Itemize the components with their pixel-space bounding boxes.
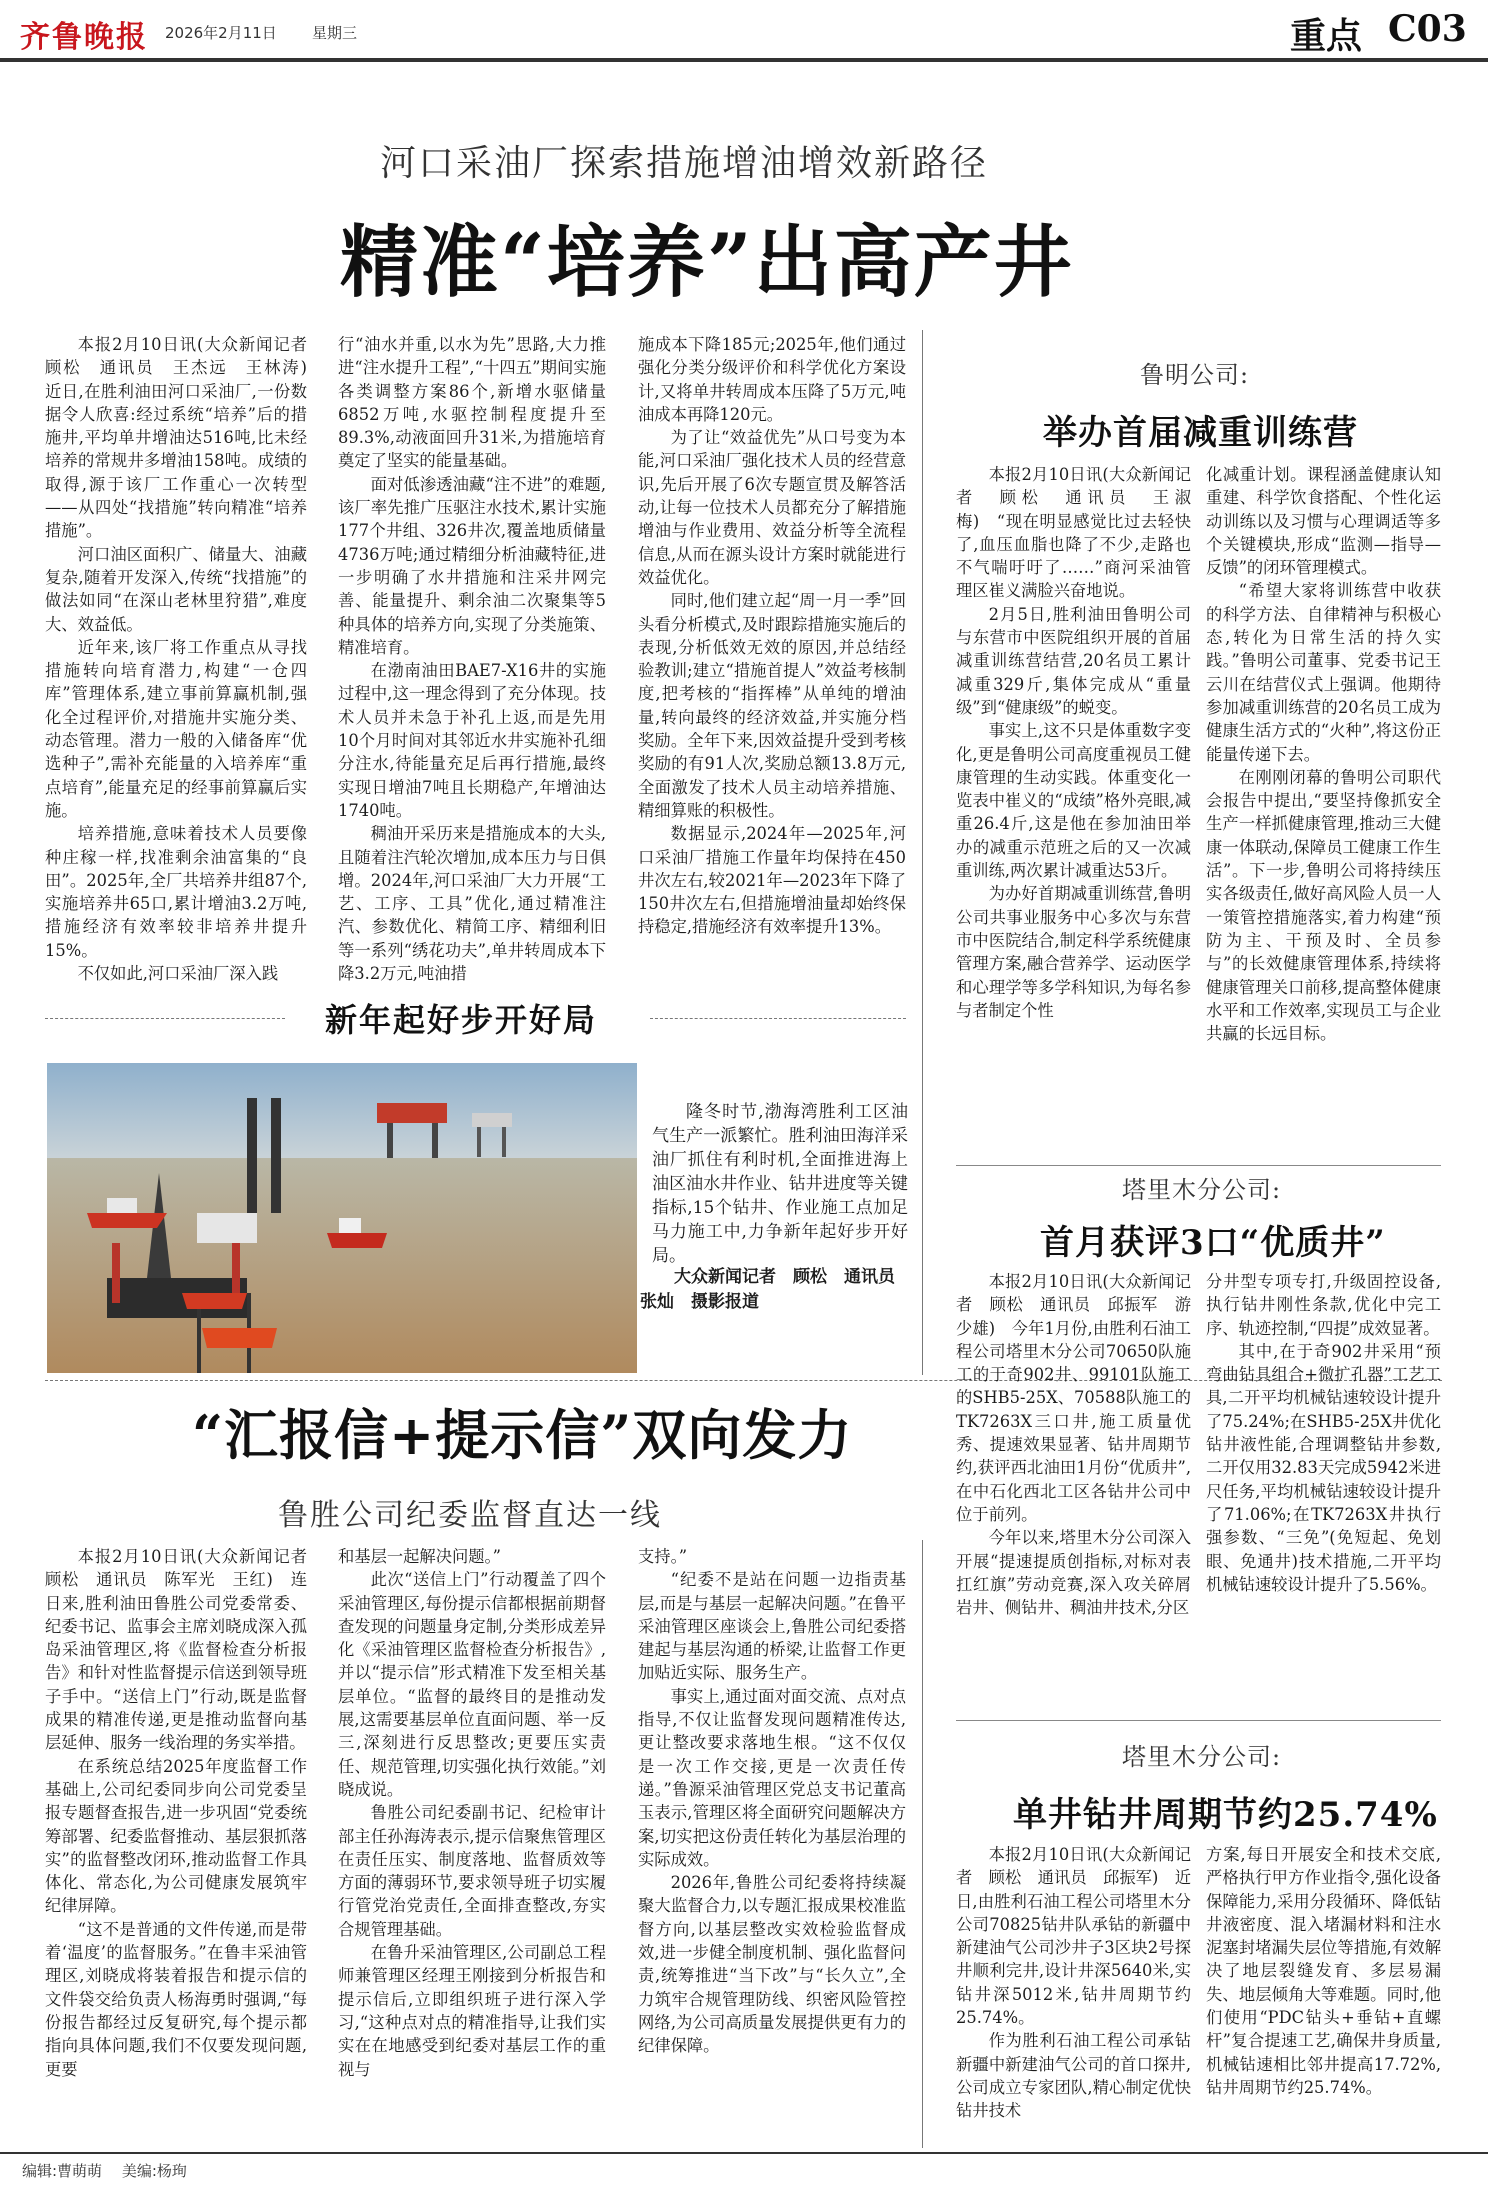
paragraph: 本报2月10日讯(大众新闻记者 顾松 通讯员 王淑梅) “现在明显感觉比过去轻快了,血压血脂也降了不少,走路也不气喘吁吁了……”商河采油管理区崔义满脸兴奋地说。: [956, 465, 1191, 601]
page-number: C03: [1388, 8, 1467, 50]
paragraph: 事实上,这不只是体重数字变化,更是鲁明公司高度重视员工健康管理的生动实践。体重变化一览表中崔义的“成绩”格外亮眼,减重26.4斤,这是他在参加油田举办的减重示范班之后的又一次减重训练,两次累计减重达53斤。: [956, 721, 1191, 881]
paragraph: 在刚刚闭幕的鲁明公司职代会报告中提出,“要坚持像抓安全生产一样抓健康管理,推动三大健康一体联动,保障员工健康工作生活”。下一步,鲁明公司将持续压实各级责任,做好高风险人员一人一策管控措施落实,着力构建“预防为主、干预及时、全员参与”的长效健康管理体系,持续将健康管理关口前移,提高整体健康水平和工作效率,实现员工与企业共赢的长远目标。: [1206, 767, 1441, 1044]
paragraph: 河口油区面积广、储量大、油藏复杂,随着开发深入,传统“找措施”的做法如同“在深山老林里狩猎”,难度大、效益低。: [45, 544, 307, 634]
paragraph: 本报2月10日讯(大众新闻记者 顾松 通讯员 邱振军) 近日,由胜利石油工程公司塔里木分公司70825钻井队承钻的新疆中新建油气公司沙井子3区块2号探井顺利完井,设计井深5640米,实钻井深5012米,钻井周期节约25.74%。: [956, 1845, 1191, 2028]
paragraph: 近年来,该厂将工作重点从寻找措施转向培育潜力,构建“一仓四库”管理体系,建立事前算赢机制,强化全过程评价,对措施井实施分类、动态管理。潜力一般的入储备库“优选种子”,需补充能量的入培养库“重点培育”,能量充足的经事前算赢后实施。: [45, 637, 307, 820]
story3-column-1: [956, 1843, 1191, 2143]
column-rule: [922, 330, 923, 1375]
paragraph: “这不是普通的文件传递,而是带着‘温度’的监督服务。”在鲁丰采油管理区,刘晓成将装着报告和提示信的文件袋交给负责人杨海勇时强调,“每份报告都经过反复研究,每个提示都指向具体问题,我们不仅要发现问题,更要: [45, 1919, 307, 2079]
column-rule: [922, 1540, 923, 2148]
bottom-headline: “汇报信+提示信”双向发力: [192, 1403, 853, 1467]
paragraph: 同时,他们建立起“周一月一季”回头看分析模式,及时跟踪措施实施后的表现,分析低效无效的原因,并总结经验教训;建立“措施首提人”效益考核制度,把考核的“指挥棒”从单纯的增油量,转向最终的经济效益,并实施分档奖励。全年下来,因效益提升受到考核奖励的有91人次,奖励总额13.8万元,全面激发了技术人员主动培养措施、精细算账的积极性。: [638, 591, 906, 820]
paragraph: 本报2月10日讯(大众新闻记者 顾松 通讯员 陈军光 王红) 连日来,胜利油田鲁胜公司党委常委、纪委书记、监事会主席刘晓成深入孤岛采油管理区,将《监督检查分析报告》和针对性监督提示信送到领导班子手中。“送信上门”行动,既是监督成果的精准传递,更是推动监督向基层延伸、服务一线治理的务实举措。: [45, 1547, 324, 1753]
paragraph: 面对低渗透油藏“注不进”的难题,该厂率先推广压驱注水技术,累计实施177个井组、326井次,覆盖地质储量4736万吨;通过精细分析油藏特征,进一步明确了水井措施和注采井网完善、能量提升、剩余油二次聚集等5种具体的培养方向,实现了分类施策、精准培育。: [338, 474, 606, 657]
issue-date: 2026年2月11日: [165, 24, 277, 42]
editor-credit: 编辑:曹萌萌: [22, 2162, 103, 2180]
paragraph: 此次“送信上门”行动覆盖了四个采油管理区,每份提示信都根据前期督查发现的问题量身定制,分类形成差异化《采油管理区监督检查分析报告》,并以“提示信”形式精准下发至相关基层单位。“监督的最终目的是推动发展,这需要基层单位直面问题、举一反三,深刻进行反思整改;更要压实责任、规范管理,切实强化执行效能。”刘晓成说。: [338, 1570, 606, 1799]
paragraph: 和基层一起解决问题。”: [338, 1547, 501, 1566]
paragraph: 为办好首期减重训练营,鲁明公司共事业服务中心多次与东营市中医院结合,制定科学系统健康管理方案,融合营养学、运动医学和心理学等多学科知识,为每名参与者制定个性: [956, 884, 1191, 1020]
paragraph: 2月5日,胜利油田鲁明公司与东营市中医院组织开展的首届减重训练营结营,20名员工累计减重329斤,集体完成从“重量级”到“健康级”的蜕变。: [956, 604, 1191, 717]
issue-weekday: 星期三: [312, 24, 358, 42]
bottom-column-2: [338, 1545, 606, 2145]
lead-column-2: [338, 333, 606, 984]
section-name: 重点: [1290, 15, 1363, 57]
story2-title: 首月获评3口“优质井”: [1040, 1223, 1386, 1263]
paragraph: 在系统总结2025年度监督工作基础上,公司纪委同步向公司党委呈报专题督查报告,进一步巩固“党委统筹部署、纪委监督推动、基层狠抓落实”的监督整改闭环,推动监督工作具体化、常态化,为公司健康发展筑牢纪律屏障。: [45, 1756, 307, 1916]
paragraph: 支持。”: [638, 1547, 688, 1566]
footer-rule: [0, 2152, 1488, 2154]
photo-caption: [652, 1100, 908, 1268]
paragraph: 2026年,鲁胜公司纪委将持续凝聚大监督合力,以专题汇报成果校准监督方向,以基层整改实效检验监督成效,进一步健全制度机制、强化监督问责,统筹推进“当下改”与“长久立”,全力筑牢合规管理防线、织密风险管控网络,为公司高质量发展提供更有力的纪律保障。: [638, 1873, 906, 2056]
bottom-column-3: [638, 1545, 906, 2145]
paragraph: 其中,在于奇902井采用“预弯曲钻具组合+微扩孔器”工艺工具,二开平均机械钻速较设计提升了75.24%;在SHB5-25X井优化钻井液性能,合理调整钻井参数,二开仅用32.83天完成5942米进尺任务,平均机械钻速较设计提升了71.06%;在TK7263X井执行强参数、“三免”(免短起、免划眼、免通井)技术措施,二开平均机械钻速较设计提升了5.56%。: [1206, 1341, 1441, 1594]
paragraph: 作为胜利石油工程公司承钻新疆中新建油气公司的首口探井,公司成立专家团队,精心制定优快钻井技术: [956, 2031, 1191, 2121]
divider: [956, 1165, 1441, 1166]
story1-kicker: 鲁明公司:: [1140, 361, 1250, 389]
lead-column-1: [45, 333, 324, 984]
story3-kicker: 塔里木分公司:: [1122, 1743, 1282, 1771]
paragraph: 数据显示,2024年—2025年,河口采油厂措施工作量年均保持在450井次左右,较2021年—2023年下降了150井次左右,但措施增油量却始终保持稳定,措施经济有效率提升13%。: [638, 824, 906, 937]
paragraph: 方案,每日开展安全和技术交底,严格执行甲方作业指令,强化设备保障能力,采用分段循环、降低钻井液密度、混入堵漏材料和注水泥塞封堵漏失层位等措施,有效解决了地层裂缝发育、多层易漏失、地层倾角大等难题。同时,他们使用“PDC钻头+垂钻+直螺杆”复合提速工艺,确保井身质量,机械钻速相比邻井提高17.72%,钻井周期节约25.74%。: [1206, 1845, 1441, 2097]
lead-headline: 精准“培养”出高产井: [340, 217, 1074, 308]
paragraph: 在渤南油田BAE7-X16井的实施过程中,这一理念得到了充分体现。技术人员并未急于补孔上返,而是先用10个月时间对其邻近水井实施补孔细分注水,待能量充足后再行措施,最终实现日增油7吨且长期稳产,年增油达1740吨。: [338, 661, 606, 820]
footer: [22, 2160, 187, 2181]
designer-credit: 美编:杨珣: [121, 2162, 187, 2180]
story3-title: 单井钻井周期节约25.74%: [1013, 1795, 1438, 1835]
paragraph: 施成本下降185元;2025年,他们通过强化分类分级评价和科学优化方案设计,又将单井转周成本压降了5万元,吨油成本再降120元。: [638, 335, 906, 424]
paragraph: 分井型专项专打,升级固控设备,执行钻井刚性条款,优化中完工序、轨迹控制,“四提”成效显著。: [1206, 1272, 1441, 1338]
bottom-kicker: 鲁胜公司纪委监督直达一线: [278, 1498, 662, 1533]
story1-title: 举办首届减重训练营: [1043, 413, 1358, 453]
paragraph: 今年以来,塔里木分公司深入开展“提速提质创指标,对标对表扛红旗”劳动竞赛,深入攻关碎屑岩井、侧钻井、稠油井技术,分区: [956, 1528, 1191, 1618]
photo-story-title: 新年起好步开好局: [325, 1001, 598, 1039]
paragraph: “希望大家将训练营中收获的科学方法、自律精神与积极心态,转化为日常生活的持久实践。”鲁明公司董事、党委书记王云川在结营仪式上强调。他期待参加减重训练营的20名员工成为健康生活方式的“火种”,将这份正能量传递下去。: [1206, 581, 1441, 764]
paragraph: 为了让“效益优先”从口号变为本能,河口采油厂强化技术人员的经营意识,先后开展了6次专题宣贯及解答活动,让每一位技术人员都充分了解措施增油与作业费用、效益分析等全流程信息,从而在源头设计方案时就能进行效益优化。: [638, 428, 906, 587]
paragraph: 鲁胜公司纪委副书记、纪检审计部主任孙海涛表示,提示信聚焦管理区在责任压实、制度落地、监督质效等方面的薄弱环节,要求领导班子切实履行管党治党责任,全面排查整改,夯实合规管理基础。: [338, 1803, 606, 1939]
paragraph: 不仅如此,河口采油厂深入践: [77, 964, 279, 984]
newspaper-logo: 齐鲁晚报: [20, 20, 148, 55]
title-rule-left: [45, 1018, 285, 1019]
paragraph: 行“油水并重,以水为先”思路,大力推进“注水提升工程”,“十四五”期间实施各类调整方案86个,新增水驱储量6852万吨,水驱控制程度提升至89.3%,动液面回升31米,为措施培育奠定了坚实的能量基础。: [338, 335, 606, 471]
paragraph: 本报2月10日讯(大众新闻记者 顾松 通讯员 邱振军 游少雄) 今年1月份,由胜利石油工程公司塔里木分公司70650队施工的于奇902井、99101队施工的SHB5-25X、70588队施工的TK7263X三口井,施工质量优秀、提速效果显著、钻井周期节约,获评西北油田1月份“优质井”,在中石化西北工区各钻井公司中位于前列。: [956, 1272, 1191, 1524]
caption-text: 隆冬时节,渤海湾胜利工区油气生产一派繁忙。胜利油田海洋采油厂抓住有利时机,全面推进海上油区油水井作业、钻井进度等关键指标,15个钻井、作业施工点加足马力施工中,力争新年起好步开好局。: [652, 1102, 908, 1266]
paragraph: 在鲁升采油管理区,公司副总工程师兼管理区经理王刚接到分析报告和提示信后,立即组织班子进行深入学习,“这种点对点的精准指导,让我们实实在在地感受到纪委对基层工作的重视与: [338, 1943, 606, 2079]
story1-column-1: [956, 463, 1191, 1168]
story2-column-1: [956, 1270, 1191, 1750]
story3-column-2: [1206, 1843, 1441, 2143]
divider: [956, 1720, 1441, 1721]
paragraph: 培养措施,意味着技术人员要像种庄稼一样,找准剩余油富集的“良田”。2025年,全厂共培养井组87个,实施培养井65口,累计增油3.2万吨,措施经济有效率较非培养井提升15%。: [45, 824, 307, 960]
lead-kicker: 河口采油厂探索措施增油增效新路径: [380, 143, 989, 184]
paragraph: 本报2月10日讯(大众新闻记者 顾松 通讯员 王杰远 王林涛) 近日,在胜利油田河口采油厂,一份数据令人欣喜:经过系统“培养”后的措施井,平均单井增油达516吨,比未经培养的常规井多增油158吨。成绩的取得,源于该厂工作重心一次转型——从四处“找措施”转向精准“培养措施”。: [45, 335, 324, 541]
photo-credit: 大众新闻记者 顾松 通讯员 张灿 摄影报道: [640, 1267, 912, 1312]
story2-column-2: [1206, 1270, 1441, 1750]
paragraph: “纪委不是站在问题一边指责基层,而是与基层一起解决问题。”在鲁平采油管理区座谈会上,鲁胜公司纪委搭建起与基层沟通的桥梁,让监督工作更加贴近实际、服务生产。: [638, 1570, 906, 1683]
story1-column-2: [1206, 463, 1441, 1168]
title-rule-right: [650, 1018, 906, 1019]
lead-column-3: [638, 333, 906, 973]
news-photo: [47, 1063, 637, 1373]
story2-kicker: 塔里木分公司:: [1122, 1176, 1282, 1204]
paragraph: 稠油开采历来是措施成本的大头,且随着注汽轮次增加,成本压力与日俱增。2024年,河口采油厂大力开展“工艺、工序、工具”优化,通过精准注汽、参数优化、精简工序、精细利旧等一系列“绣花功夫”,单井转周成本下降3.2万元,吨油措: [338, 824, 606, 984]
paragraph: 化减重计划。课程涵盖健康认知重建、科学饮食搭配、个性化运动训练以及习惯与心理调适等多个关键模块,形成“监测—指导—反馈”的闭环管理模式。: [1206, 465, 1441, 578]
paragraph: 事实上,通过面对面交流、点对点指导,不仅让监督发现问题精准传达,更让整改要求落地生根。“这不仅仅是一次工作交接,更是一次责任传递。”鲁源采油管理区党总支书记董高玉表示,管理区将全面研究问题解决方案,切实把这份责任转化为基层治理的实际成效。: [638, 1686, 906, 1869]
bottom-column-1: [45, 1545, 324, 2145]
top-rule: [0, 58, 1488, 62]
